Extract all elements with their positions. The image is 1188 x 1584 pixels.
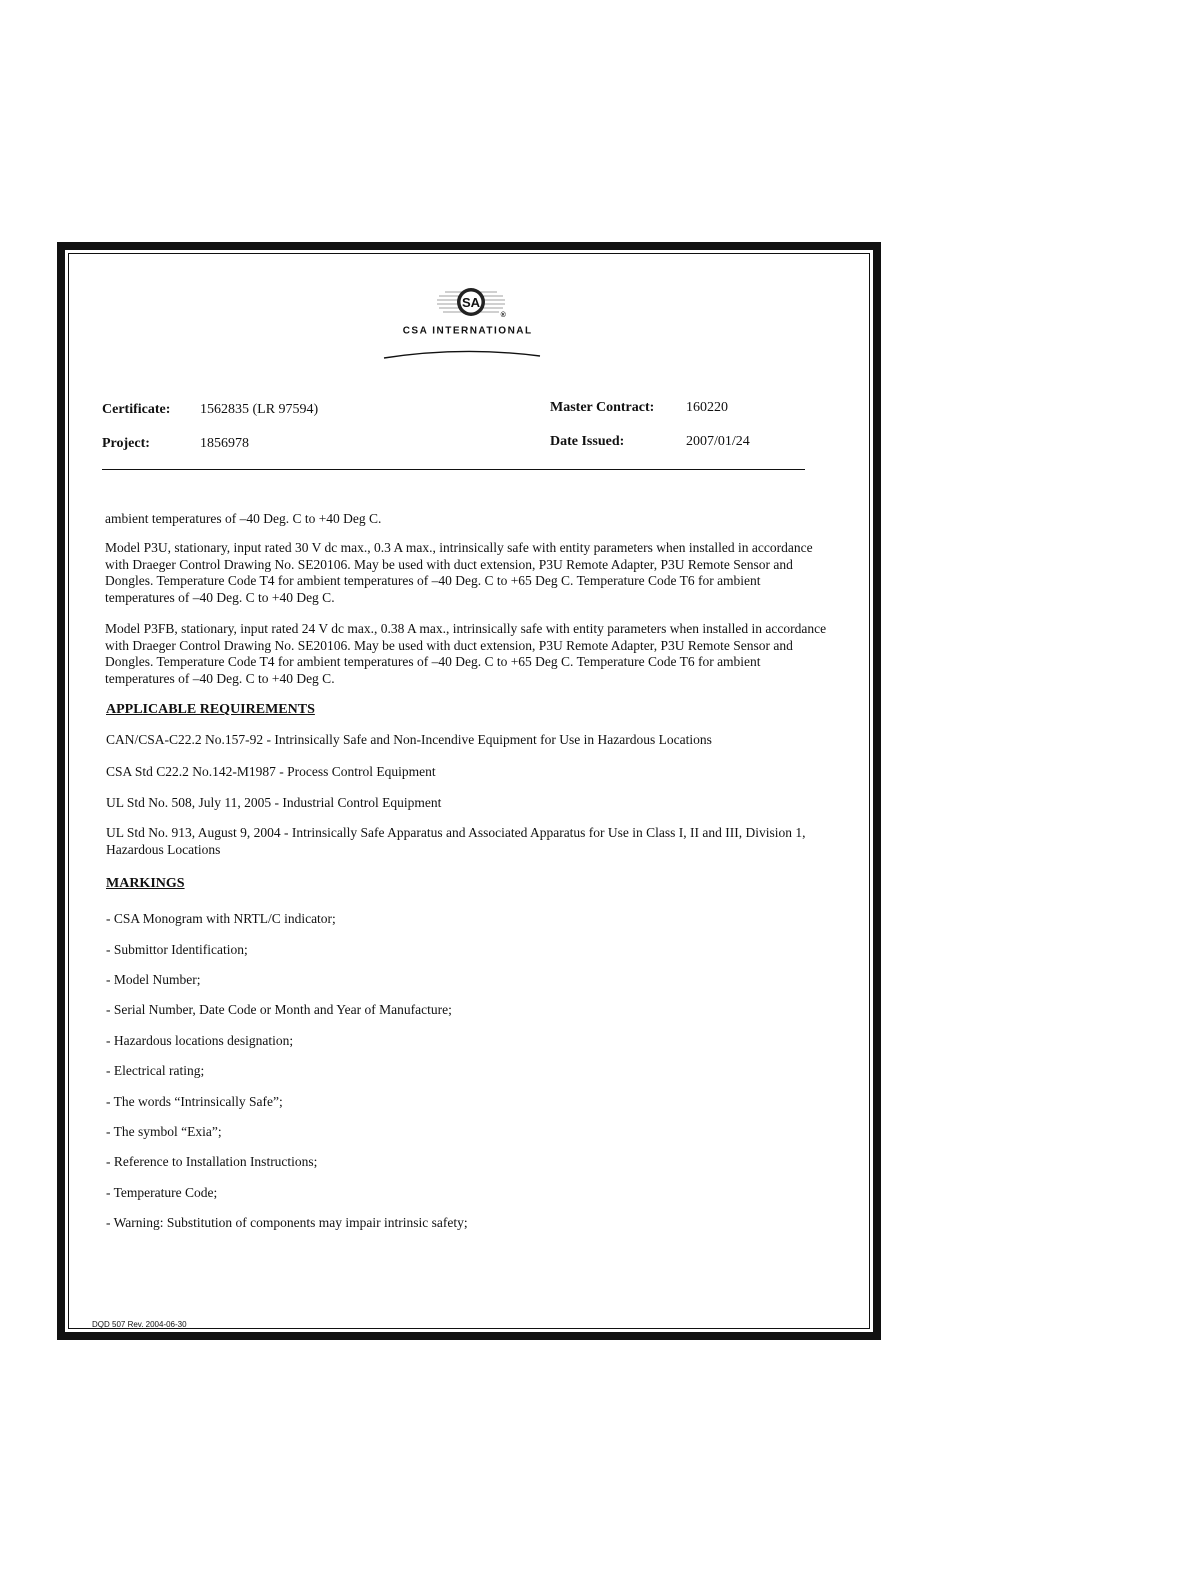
certificate-field (102, 402, 170, 418)
date-issued-field (550, 434, 624, 450)
marking-item: - Warning: Substitution of components may impair intrinsic safety; (106, 1215, 468, 1230)
paragraph-text: Model P3U, stationary, input rated 30 V dc max., 0.3 A max., intrinsically safe with entity parameters when installed in accordance with Draeger Control Drawing No. SE20106. May be used with duct extension, P3U Remote Adapter, P3U Remote Sensor and Dongles. Temperature Code T4 for ambient temperatures of –40 Deg. C to +65 Deg C. Temperature Code T6 for ambient temperatures of –40 Deg. C to +40 Deg C. (105, 540, 813, 605)
requirement-item: CAN/CSA-C22.2 No.157-92 - Intrinsically Safe and Non-Incendive Equipment for Use in Hazardous Locations (106, 732, 712, 747)
marking-item: - Model Number; (106, 972, 201, 987)
paragraph (105, 621, 830, 687)
paragraph (105, 511, 830, 528)
paragraph-text: Model P3FB, stationary, input rated 24 V dc max., 0.38 A max., intrinsically safe with entity parameters when installed in accordance with Draeger Control Drawing No. SE20106. May be used with duct extension, P3U Remote Adapter, P3U Remote Sensor and Dongles. Temperature Code T4 for ambient temperatures of –40 Deg. C to +65 Deg C. Temperature Code T6 for ambient temperatures of –40 Deg. C to +40 Deg C. (105, 621, 827, 686)
marking-item: - The words “Intrinsically Safe”; (106, 1094, 283, 1109)
requirement-item: CSA Std C22.2 No.142-M1987 - Process Control Equipment (106, 764, 436, 779)
svg-text:SA: SA (461, 295, 481, 310)
master-contract-label: Master Contract: (550, 400, 655, 415)
logo-swoosh (382, 348, 542, 360)
requirement-item: UL Std No. 508, July 11, 2005 - Industrial Control Equipment (106, 795, 442, 810)
csa-logo (396, 282, 546, 336)
project-value: 1856978 (200, 436, 249, 451)
csa-org-name: CSA INTERNATIONAL® (402, 312, 533, 337)
certificate-inner-border (68, 253, 870, 1329)
project-field (102, 436, 150, 452)
date-issued-label: Date Issued: (550, 434, 625, 449)
master-contract-field (550, 400, 654, 416)
form-footer-id: DQD 507 Rev. 2004-06-30 (92, 1320, 187, 1329)
marking-item: - Submittor Identification; (106, 942, 248, 957)
certificate-value: 1562835 (LR 97594) (200, 402, 319, 417)
applicable-requirements-heading: APPLICABLE REQUIREMENTS (106, 702, 315, 717)
marking-item: - Electrical rating; (106, 1063, 205, 1078)
paragraph (105, 540, 830, 606)
certificate-label: Certificate: (102, 402, 171, 417)
requirement-item: UL Std No. 913, August 9, 2004 - Intrinsically Safe Apparatus and Associated Apparatus for Use in Class I, II and III, Division 1, Hazardous Locations (106, 825, 806, 857)
registered-mark: ® (500, 312, 508, 319)
master-contract-value: 160220 (686, 400, 728, 415)
marking-item: - Temperature Code; (106, 1185, 218, 1200)
header-divider (102, 469, 805, 470)
date-issued-value: 2007/01/24 (686, 434, 750, 449)
marking-item: - The symbol “Exia”; (106, 1124, 222, 1139)
marking-item: - Serial Number, Date Code or Month and Year of Manufacture; (106, 1002, 452, 1017)
project-label: Project: (102, 436, 150, 451)
paragraph-text: ambient temperatures of –40 Deg. C to +40 Deg C. (105, 511, 382, 526)
markings-heading: MARKINGS (106, 876, 185, 891)
marking-item: - CSA Monogram with NRTL/C indicator; (106, 911, 336, 926)
certificate-frame (57, 242, 881, 1340)
marking-item: - Reference to Installation Instructions; (106, 1154, 318, 1169)
csa-logo-icon (431, 282, 511, 322)
marking-item: - Hazardous locations designation; (106, 1033, 294, 1048)
